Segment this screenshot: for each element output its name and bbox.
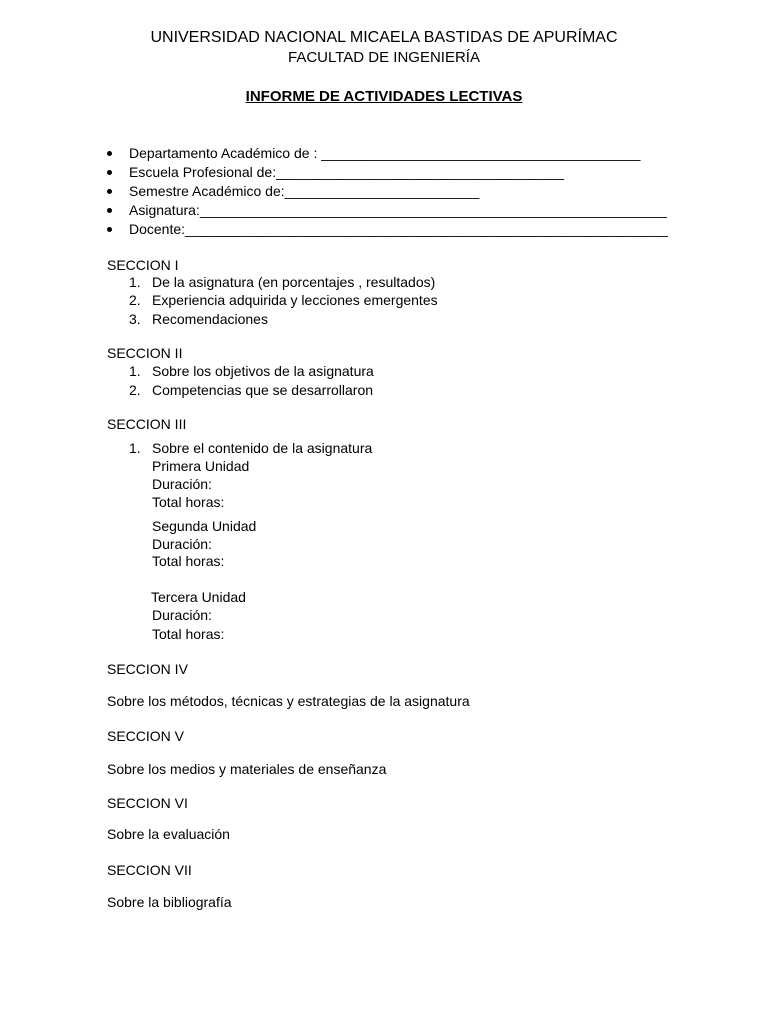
field-asignatura xyxy=(107,201,668,220)
report-title: INFORME DE ACTIVIDADES LECTIVAS xyxy=(245,88,523,105)
list-item: Sobre los objetivos de la asignatura xyxy=(152,363,374,379)
header-fields-list xyxy=(107,144,668,239)
unit-duration: Duración: xyxy=(152,476,212,492)
list-item: Experiencia adquirida y lecciones emergentes xyxy=(152,292,438,308)
university-name: UNIVERSIDAD NACIONAL MICAELA BASTIDAS DE APURÍMAC xyxy=(150,29,618,46)
faculty-name: FACULTAD DE INGENIERÍA xyxy=(288,49,480,66)
unit-name: Segunda Unidad xyxy=(152,518,257,534)
field-text: Semestre Académico de:_________________________ xyxy=(129,183,480,199)
list-number: 2. xyxy=(129,292,141,308)
field-docente xyxy=(107,220,668,239)
section-heading-5: SECCION V xyxy=(107,728,185,744)
bullet-icon xyxy=(107,151,112,156)
section-text: Sobre los métodos, técnicas y estrategias de la asignatura xyxy=(107,693,470,709)
section-heading-7: SECCION VII xyxy=(107,862,192,878)
unit-hours: Total horas: xyxy=(152,553,225,569)
bullet-icon xyxy=(107,170,112,175)
section-text: Sobre la evaluación xyxy=(107,826,230,842)
list-number: 1. xyxy=(129,363,141,379)
unit-duration: Duración: xyxy=(152,607,212,623)
list-number: 1. xyxy=(129,440,141,456)
unit-hours: Total horas: xyxy=(152,494,225,510)
section-heading-1: SECCION I xyxy=(107,257,179,273)
unit-name: Primera Unidad xyxy=(152,458,250,474)
list-item: Competencias que se desarrollaron xyxy=(152,382,374,398)
section-heading-4: SECCION IV xyxy=(107,661,188,677)
field-escuela xyxy=(107,163,668,182)
section-text: Sobre los medios y materiales de enseñanza xyxy=(107,761,387,777)
list-item: De la asignatura (en porcentajes , resultados) xyxy=(152,274,436,290)
list-item: Recomendaciones xyxy=(152,311,268,327)
section-heading-6: SECCION VI xyxy=(107,795,188,811)
list-number: 1. xyxy=(129,274,141,290)
section-text: Sobre la bibliografía xyxy=(107,894,232,910)
section-heading-2: SECCION II xyxy=(107,345,183,361)
unit-name: Tercera Unidad xyxy=(151,589,246,605)
bullet-icon xyxy=(107,189,112,194)
bullet-icon xyxy=(107,208,112,213)
list-number: 3. xyxy=(129,311,141,327)
field-text: Docente:______________________________________________________________ xyxy=(129,221,668,237)
unit-duration: Duración: xyxy=(152,536,212,552)
bullet-icon xyxy=(107,227,112,232)
list-number: 2. xyxy=(129,382,141,398)
unit-hours: Total horas: xyxy=(152,626,225,642)
field-text: Escuela Profesional de:_____________________________________ xyxy=(129,164,565,180)
field-text: Departamento Académico de : _________________________________________ xyxy=(129,145,641,161)
list-item: Sobre el contenido de la asignatura xyxy=(152,440,373,456)
section-heading-3: SECCION III xyxy=(107,416,187,432)
field-semestre xyxy=(107,182,668,201)
field-text: Asignatura:____________________________________________________________ xyxy=(129,202,667,218)
field-departamento xyxy=(107,144,668,163)
